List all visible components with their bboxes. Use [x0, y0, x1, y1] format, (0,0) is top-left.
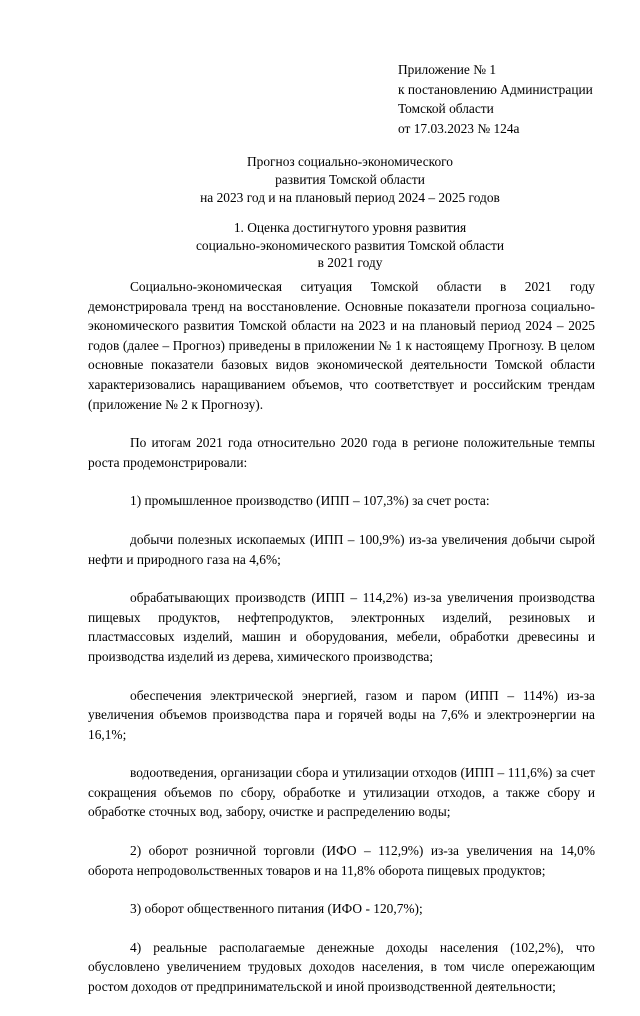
- document-title: [60, 153, 640, 207]
- title-line: на 2023 год и на плановый период 2024 – 2025 годов: [200, 190, 500, 205]
- title-line: развития Томской области: [275, 172, 425, 187]
- section-heading: [60, 219, 640, 272]
- paragraph: По итогам 2021 года относительно 2020 года в регионе положительные темпы роста продемонстрировали:: [88, 435, 595, 470]
- paragraph: 2) оборот розничной торговли (ИФО – 112,9%) из-за увеличения на 14,0% оборота непродовольственных товаров и на 11,8% оборота пищевых продуктов;: [88, 843, 595, 878]
- appendix-line: Приложение № 1: [398, 62, 497, 77]
- section-line: в 2021 году: [317, 255, 383, 270]
- paragraph: Социально-экономическая ситуация Томской области в 2021 году демонстрировала тренд на восстановление. Основные показатели прогноза социально-экономического развития Томской области на 2023 и на плановый период 2024 – 2025 годов (далее – Прогноз) приведены в приложении № 1 к настоящему Прогнозу. В целом основные показатели базовых видов экономической деятельности Томской области характеризовались наращиванием объемов, что соответствует и российским трендам (приложение № 2 к Прогнозу).: [88, 279, 595, 412]
- paragraph: 4) реальные располагаемые денежные доходы населения (102,2%), что обусловлено увеличением трудовых доходов населения, в том числе опережающим ростом доходов от предпринимательской и иной производственной деятельности;: [88, 939, 595, 995]
- paragraph: обеспечения электрической энергией, газом и паром (ИПП – 114%) из-за увеличения объемов производства пара и горячей воды на 7,6% и электроэнергии на 16,1%;: [88, 687, 595, 742]
- paragraph: 1) промышленное производство (ИПП – 107,3%) за счет роста:: [130, 493, 490, 509]
- appendix-line: от 17.03.2023 № 124а: [398, 120, 520, 136]
- paragraph: обрабатывающих производств (ИПП – 114,2%) из-за увеличения производства пищевых продуктов, нефтепродуктов, электронных изделий, резиновых и пластмассовых изделий, машин и оборудования, мебели, обработки древесины и производства изделий из дерева, химического производства;: [88, 590, 595, 664]
- paragraph: добычи полезных ископаемых (ИПП – 100,9%) из-за увеличения добычи сырой нефти и природного газа на 4,6%;: [88, 531, 595, 567]
- appendix-header: [398, 60, 628, 138]
- paragraph: 3) оборот общественного питания (ИФО - 120,7%);: [130, 901, 423, 917]
- appendix-line: Томской области: [398, 101, 494, 116]
- appendix-line: к постановлению Администрации: [398, 81, 593, 97]
- section-line: 1. Оценка достигнутого уровня развития: [233, 220, 467, 235]
- paragraph: водоотведения, организации сбора и утилизации отходов (ИПП – 111,6%) за счет сокращения объемов по сбору, обработке и утилизации отходов, а также сбору и обработке сточных вод, забору, очистке и распределению воды;: [88, 765, 595, 820]
- section-line: социально-экономического развития Томской области: [195, 237, 505, 253]
- title-line: Прогноз социально-экономического: [246, 154, 454, 169]
